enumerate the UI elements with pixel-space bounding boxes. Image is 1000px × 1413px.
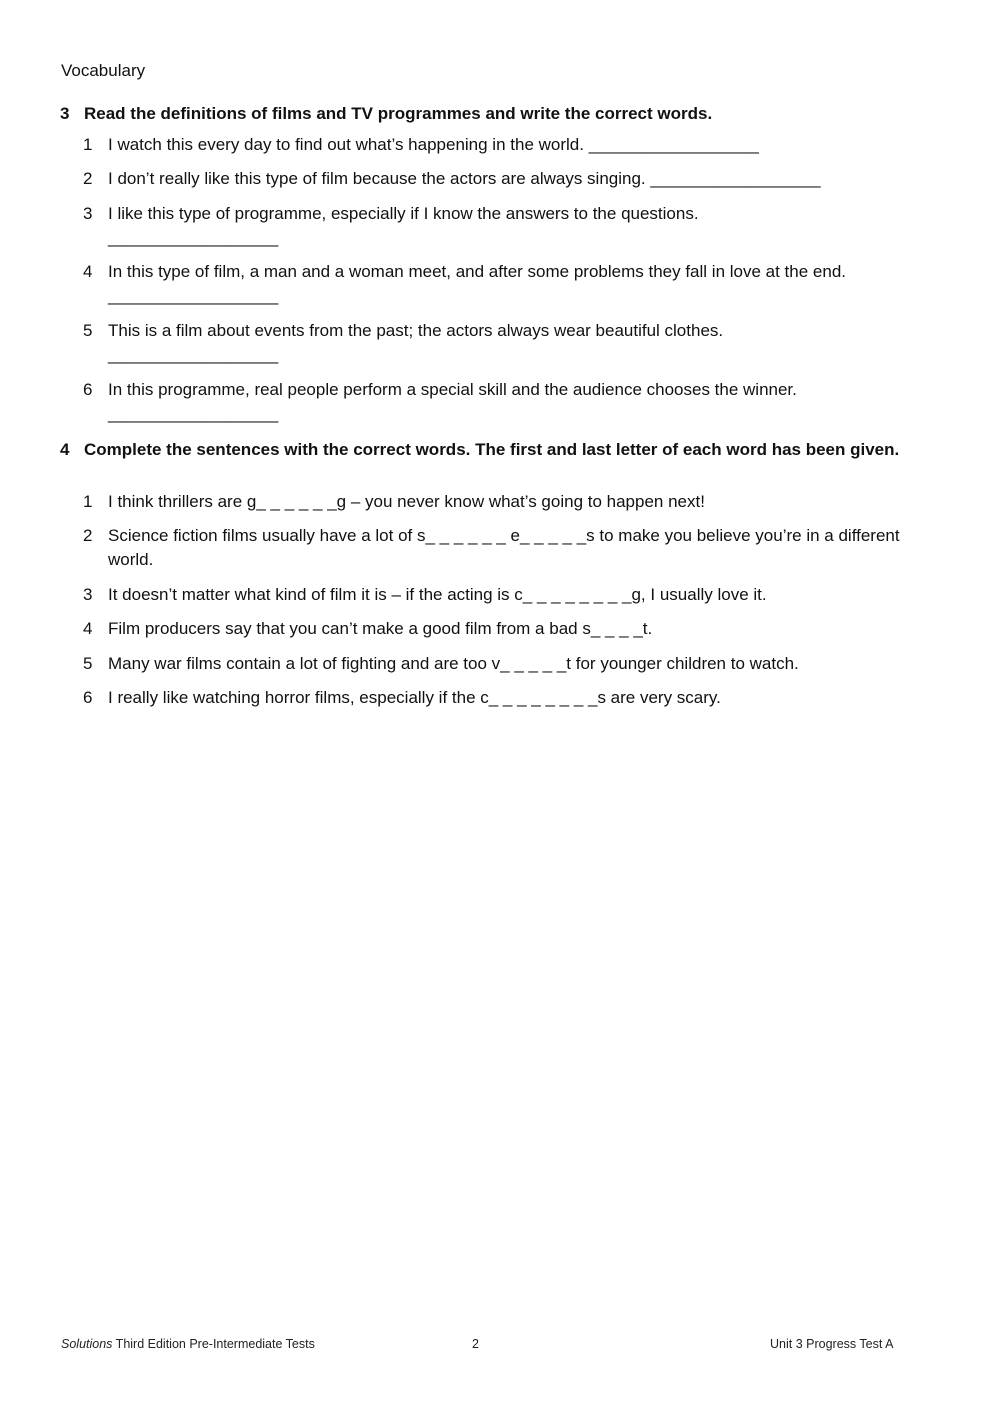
footer-edition: Third Edition Pre-Intermediate Tests — [112, 1337, 315, 1351]
item-number: 6 — [83, 688, 93, 707]
question-instruction: Read the definitions of films and TV programmes and write the correct words. — [84, 104, 713, 123]
item-number: 5 — [83, 321, 93, 340]
item-text: In this type of film, a man and a woman meet, and after some problems they fall in love at the end. — [108, 262, 846, 281]
footer-series-name: Solutions — [61, 1337, 113, 1351]
footer-book-title — [61, 1337, 315, 1351]
item-number: 1 — [83, 492, 93, 511]
item-text: I like this type of programme, especially if I know the answers to the questions. — [108, 204, 699, 223]
item-text: Film producers say that you can’t make a good film from a bad s_ _ _ _t. — [108, 619, 653, 638]
answer-blank[interactable]: __________________ — [108, 404, 279, 423]
item-number: 2 — [83, 169, 93, 188]
answer-blank[interactable]: __________________ — [108, 286, 279, 305]
item-number: 2 — [83, 526, 93, 545]
item-number: 4 — [83, 619, 93, 638]
item-body — [108, 378, 908, 426]
answer-blank[interactable]: __________________ — [108, 345, 279, 364]
item-body — [108, 202, 908, 250]
question-instruction: Complete the sentences with the correct words. The first and last letter of each word has been given. — [84, 440, 900, 459]
page-number: 2 — [472, 1337, 479, 1351]
item-text: In this programme, real people perform a special skill and the audience chooses the winner. — [108, 380, 797, 399]
footer-test-name: Unit 3 Progress Test A — [770, 1337, 894, 1351]
item-number: 4 — [83, 262, 93, 281]
item-text: I think thrillers are g_ _ _ _ _ _g – you never know what’s going to happen next! — [108, 492, 705, 511]
question-number: 4 — [60, 440, 70, 459]
item-body — [108, 260, 908, 308]
item-text: I don’t really like this type of film because the actors are always singing. __________________ — [108, 169, 821, 188]
item-number: 6 — [83, 380, 93, 399]
answer-blank[interactable]: __________________ — [108, 228, 279, 247]
item-text: It doesn’t matter what kind of film it is – if the acting is c_ _ _ _ _ _ _ _g, I usually love it. — [108, 585, 767, 604]
item-number: 3 — [83, 585, 93, 604]
item-text: I really like watching horror films, especially if the c_ _ _ _ _ _ _ _s are very scary. — [108, 688, 721, 707]
section-title: Vocabulary — [61, 61, 146, 80]
item-number: 1 — [83, 135, 93, 154]
item-body — [108, 319, 908, 367]
item-text: Many war films contain a lot of fighting and are too v_ _ _ _ _t for younger children to watch. — [108, 654, 799, 673]
question-number: 3 — [60, 104, 70, 123]
item-text: I watch this every day to find out what’s happening in the world. __________________ — [108, 135, 759, 154]
item-text: Science fiction films usually have a lot of s_ _ _ _ _ _ e_ _ _ _ _s to make you believe you’re in a different world. — [108, 526, 900, 569]
item-number: 5 — [83, 654, 93, 673]
item-text: This is a film about events from the past; the actors always wear beautiful clothes. — [108, 321, 724, 340]
item-number: 3 — [83, 204, 93, 223]
